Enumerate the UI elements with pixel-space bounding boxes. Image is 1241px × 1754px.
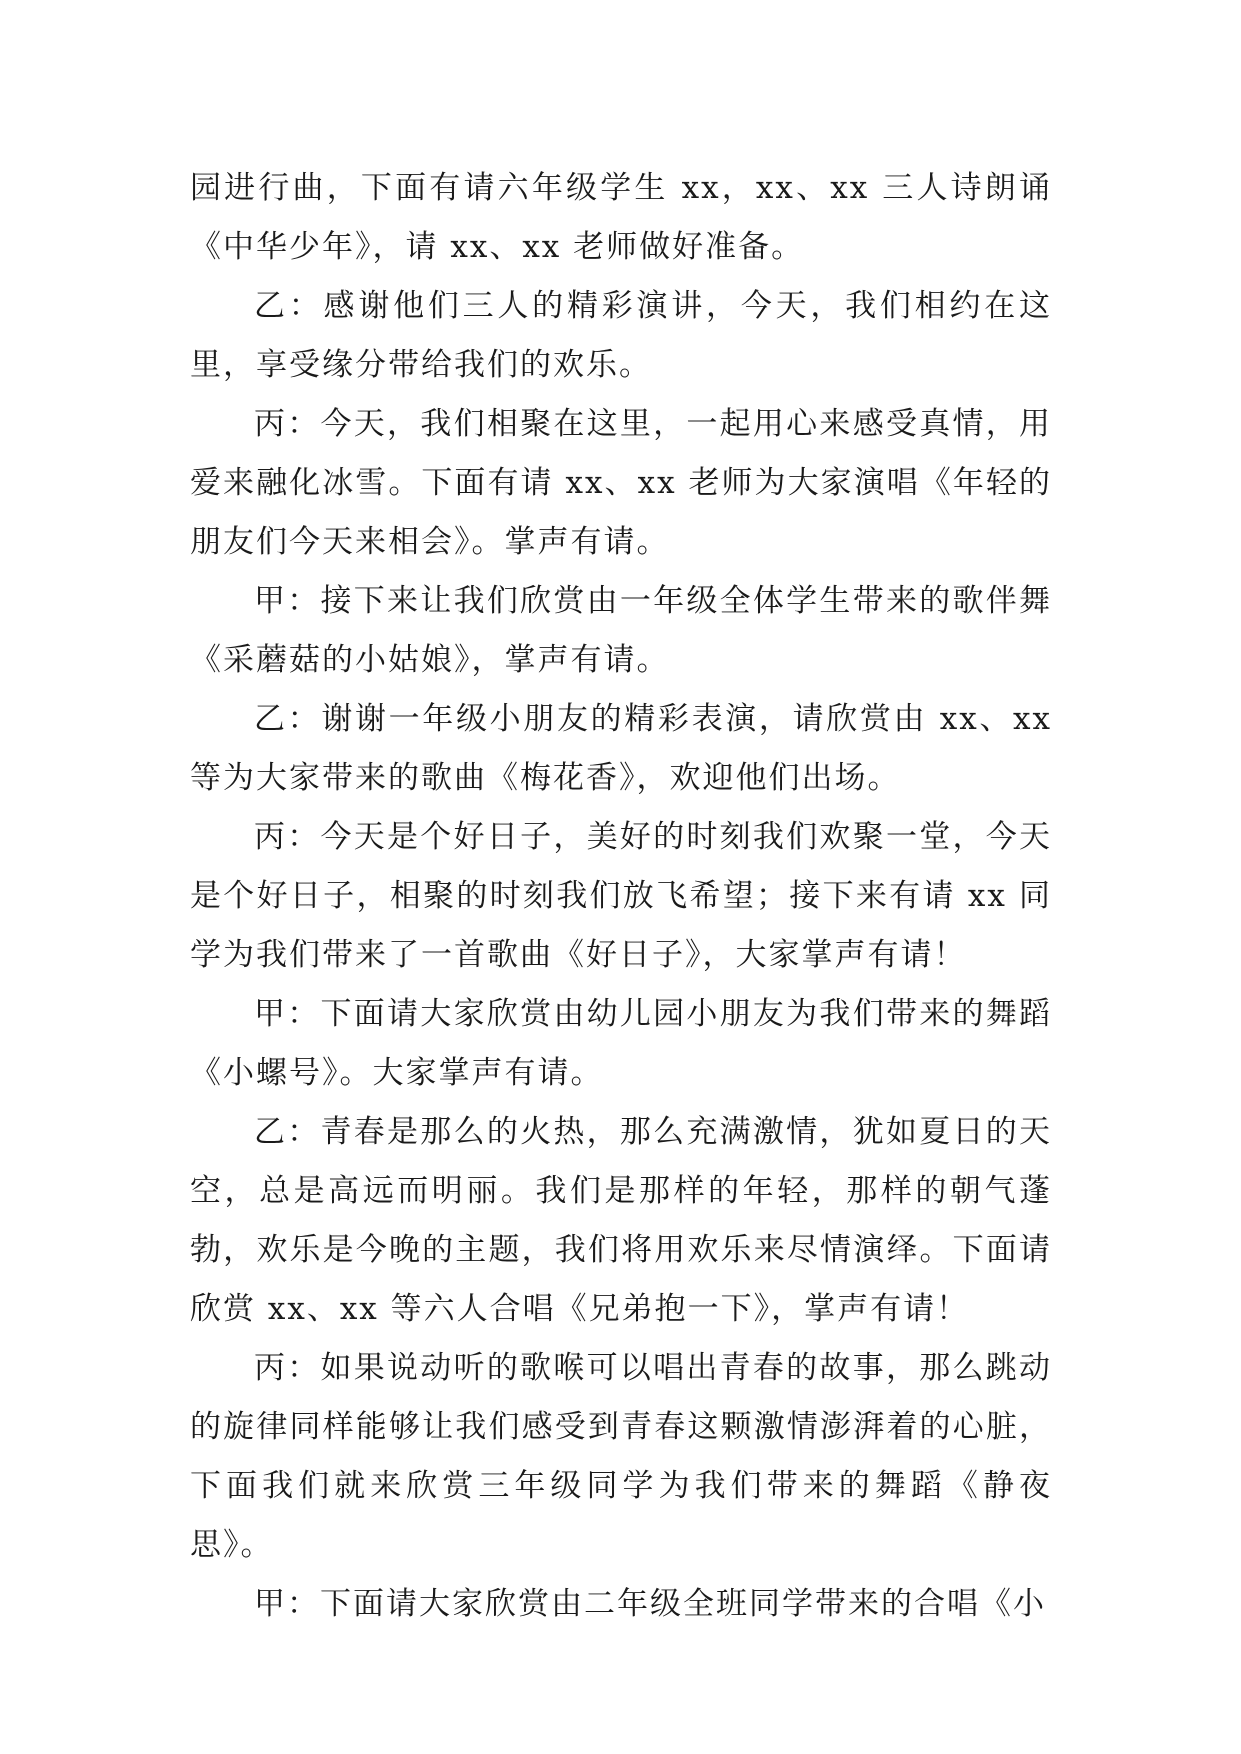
paragraph-jia-conch: 甲：下面请大家欣赏由幼儿园小朋友为我们带来的舞蹈《小螺号》。大家掌声有请。 — [190, 996, 1052, 1091]
document-body — [190, 159, 1052, 1634]
paragraph-jia-mushroom: 甲：接下来让我们欣赏由一年级全体学生带来的歌伴舞《采蘑菇的小姑娘》，掌声有请。 — [190, 583, 1052, 678]
paragraph-yi-thanks: 乙：感谢他们三人的精彩演讲，今天，我们相约在这里，享受缘分带给我们的欢乐。 — [190, 288, 1052, 383]
paragraph-jia-chorus: 甲：下面请大家欣赏由二年级全班同学带来的合唱《小 — [254, 1586, 1046, 1622]
paragraph-bing-good-day: 丙：今天是个好日子，美好的时刻我们欢聚一堂，今天是个好日子，相聚的时刻我们放飞希望；接下来有请 xx 同学为我们带来了一首歌曲《好日子》，大家掌声有请！ — [190, 819, 1052, 973]
paragraph-bing-dance: 丙：如果说动听的歌喉可以唱出青春的故事，那么跳动的旋律同样能够让我们感受到青春这颗激情澎湃着的心脏，下面我们就来欣赏三年级同学为我们带来的舞蹈《静夜思》。 — [190, 1350, 1052, 1563]
paragraph-yi-youth: 乙：青春是那么的火热，那么充满激情，犹如夏日的天空，总是高远而明丽。我们是那样的年轻，那样的朝气蓬勃，欢乐是今晚的主题，我们将用欢乐来尽情演绎。下面请欣赏 xx、xx 等六人合唱《兄弟抱一下》，掌声有请！ — [190, 1114, 1052, 1327]
paragraph-bing-gathering: 丙：今天，我们相聚在这里，一起用心来感受真情，用爱来融化冰雪。下面有请 xx、xx 老师为大家演唱《年轻的朋友们今天来相会》。掌声有请。 — [190, 406, 1052, 560]
paragraph-continued: 园进行曲，下面有请六年级学生 xx，xx、xx 三人诗朗诵《中华少年》，请 xx、xx 老师做好准备。 — [190, 170, 1052, 265]
paragraph-yi-plum: 乙：谢谢一年级小朋友的精彩表演，请欣赏由 xx、xx 等为大家带来的歌曲《梅花香》，欢迎他们出场。 — [190, 701, 1052, 796]
